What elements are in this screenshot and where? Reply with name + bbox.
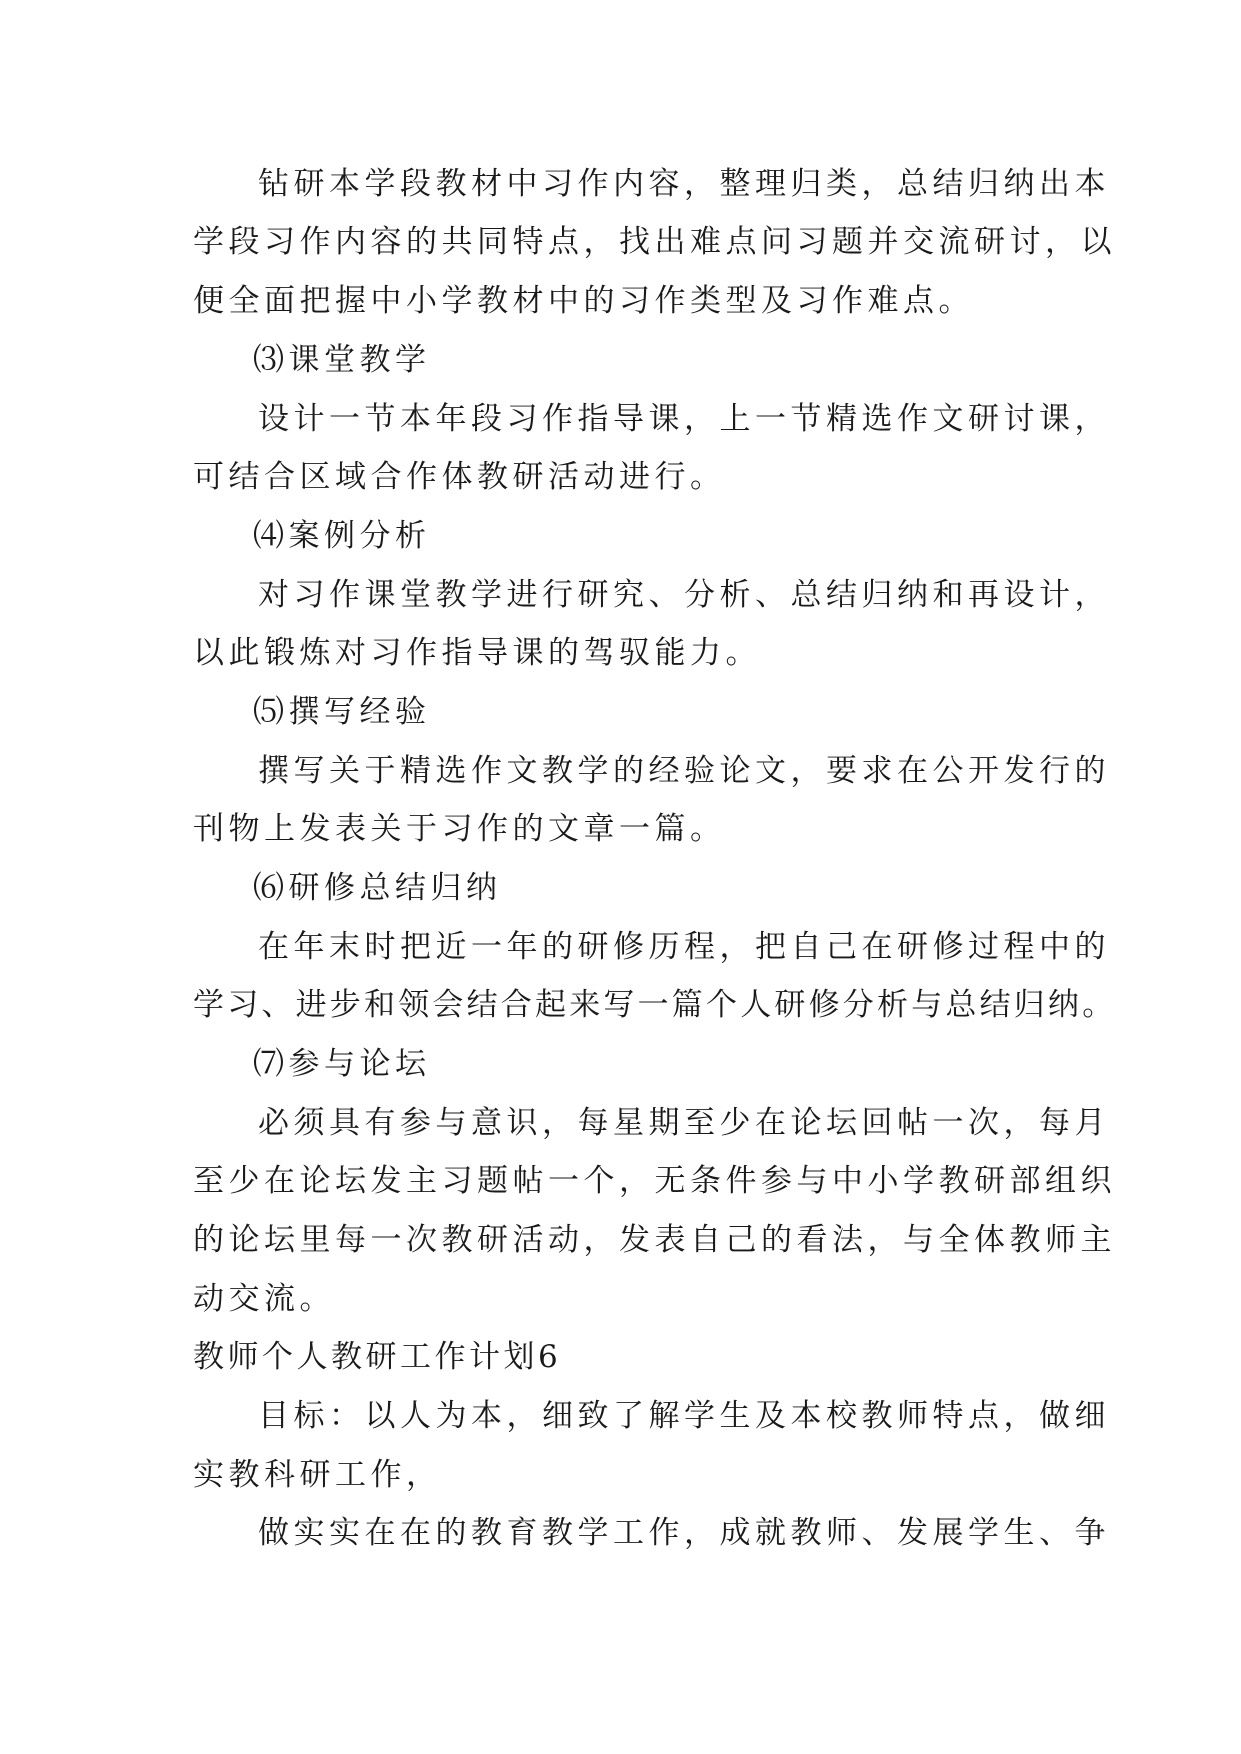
body-text-line: 对习作课堂教学进行研究、分析、总结归纳和再设计， (258, 577, 1110, 613)
body-text-line: 可结合区域合作体教研活动进行。 (193, 459, 726, 495)
section-heading: ⑸撰写经验 (253, 694, 431, 730)
body-text-line: 刊物上发表关于习作的文章一篇。 (193, 811, 726, 847)
body-text-line: 学段习作内容的共同特点，找出难点问习题并交流研讨，以 (193, 224, 1116, 260)
body-text-line: 动交流。 (193, 1281, 335, 1317)
section-heading: ⑷案例分析 (253, 518, 431, 554)
body-text-line: 实教科研工作， (193, 1457, 442, 1493)
body-text-line: 以此锻炼对习作指导课的驾驭能力。 (193, 635, 761, 671)
section-heading: ⑹研修总结归纳 (253, 870, 502, 906)
body-text-line: 撰写关于精选作文教学的经验论文，要求在公开发行的 (258, 753, 1110, 789)
body-text-line: 设计一节本年段习作指导课，上一节精选作文研讨课， (258, 401, 1110, 437)
section-heading: ⑺参与论坛 (253, 1046, 431, 1082)
body-text-line: 学习、进步和领会结合起来写一篇个人研修分析与总结归纳。 (193, 987, 1117, 1023)
section-heading: ⑶课堂教学 (253, 342, 431, 378)
body-text-line: 做实实在在的教育教学工作，成就教师、发展学生、争 (258, 1515, 1110, 1551)
body-text-line: 在年末时把近一年的研修历程，把自己在研修过程中的 (258, 929, 1110, 965)
body-text-line: 便全面把握中小学教材中的习作类型及习作难点。 (193, 283, 974, 319)
body-text-line: 必须具有参与意识，每星期至少在论坛回帖一次，每月 (258, 1105, 1110, 1141)
document-section-title: 教师个人教研工作计划6 (193, 1339, 562, 1375)
body-text-line: 目标：以人为本，细致了解学生及本校教师特点，做细 (258, 1398, 1110, 1434)
body-text-line: 至少在论坛发主习题帖一个，无条件参与中小学教研部组织 (193, 1163, 1116, 1199)
body-text-line: 钻研本学段教材中习作内容，整理归类，总结归纳出本 (258, 166, 1110, 202)
body-text-line: 的论坛里每一次教研活动，发表自己的看法，与全体教师主 (193, 1222, 1116, 1258)
